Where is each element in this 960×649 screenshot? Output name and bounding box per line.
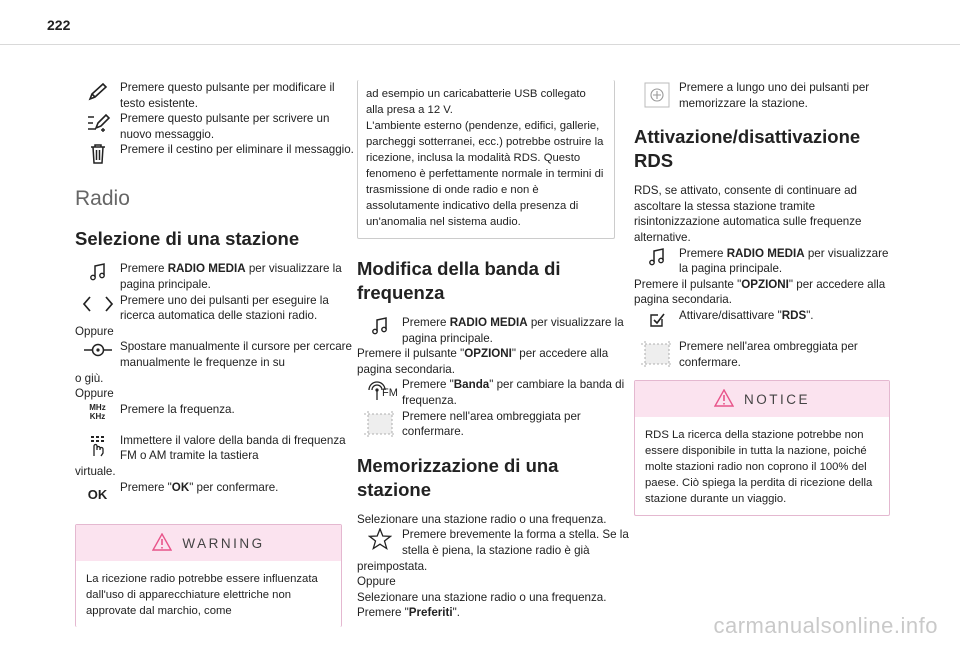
band-switch-step: FM Premere "Banda" per cambiare la banda di frequenza. xyxy=(357,377,637,408)
rds-confirm-step: Premere nell'area ombreggiata per confermare. xyxy=(634,339,890,370)
write-instruction xyxy=(75,111,355,142)
delete-text: Premere il cestino per eliminare il messaggio. xyxy=(120,143,354,157)
long-press-step: Premere a lungo uno dei pulsanti per memorizzare la stazione. xyxy=(634,80,890,111)
ok-step: OK Premere "OK" per confermare. xyxy=(75,480,355,503)
seek-arrows-icon xyxy=(75,293,120,314)
music-note-icon xyxy=(75,261,120,282)
warning-box xyxy=(75,524,342,627)
frequency-unit-icon: MHz KHz xyxy=(89,402,106,421)
ok-icon: OK xyxy=(87,486,108,502)
new-message-icon xyxy=(75,111,120,134)
notice-text: RDS La ricerca della stazione potrebbe non essere disponibile in tutta la nazione, poiché molte stazioni radio non coprono il 100% del paese. Ciò spiega la perdita di ricezione della stazione durante un viaggio. xyxy=(645,429,873,506)
memorize-heading: Memorizzazione di una stazione xyxy=(357,454,559,500)
column-1: Premere questo pulsante per modificare il testo esistente. Premere questo pulsante per scrivere un nuovo messaggio. Premere il cestino per eliminare il messaggio. Radio Selezione di una stazione Premere RADIO MEDIA per visualizzare la pagina principale. Premere uno dei pulsanti per eseguire la ricerca automatica delle stazioni radio. Oppure Spostare manualmente il cursore per cercare manualmente le frequenze in su o giù. Oppure MHz KHz Premere la frequenza. Immettere il valore della banda di frequenza FM o AM tramite la tastiera virtuale. OK Premere "OK" per confermare. WARNING La ricezione radio potrebbe essere influenzata dall'uso di apparecchiature elettriche non approvate dal marchio, come xyxy=(75,80,355,627)
fm-radio-icon: FM xyxy=(357,377,402,402)
column-2: ad esempio un caricabatterie USB collegato alla presa a 12 V. L'ambiente esterno (pendenze, edifici, gallerie, parcheggi sotterranei, ecc.) potrebbe ostruire la ricezione, inclusa la modalità RDS. Questo fenomeno è perfettamente normale in termini di trasmissione di onde radio e non è assolutamente indicativo della presenza di un'anomalia nel sistema audio. Modifica della banda di frequenza Premere RADIO MEDIA per visualizzare la pagina principale. Premere il pulsante "OPZIONI" per accedere alla pagina secondaria. FM Premere "Banda" per cambiare la banda di frequenza. Premere nell'area ombreggiata per confermare. Memorizzazione di una stazione Selezionare una stazione radio o una frequenza. Premere brevemente la forma a stella. Se la stella è piena, la stazione radio è già preimpostata. Oppure Selezionare una stazione radio o una frequenza. Premere "Preferiti". xyxy=(357,80,637,621)
oppure-1: Oppure xyxy=(75,324,114,338)
delete-instruction xyxy=(75,142,355,165)
tuning-cursor-icon xyxy=(75,339,120,360)
select-station-heading: Selezione di una stazione xyxy=(75,228,300,250)
shaded-area-icon xyxy=(634,339,679,368)
notice-box xyxy=(634,380,890,516)
warning-continuation xyxy=(357,80,615,239)
notice-title: NOTICE xyxy=(743,391,810,407)
write-text: Premere questo pulsante per scrivere un nuovo messaggio. xyxy=(120,112,330,141)
edit-text: Premere questo pulsante per modificare il testo esistente. xyxy=(120,81,335,110)
star-step: Premere brevemente la forma a stella. Se la stella è piena, la stazione radio è già xyxy=(357,527,637,558)
header-divider xyxy=(0,44,960,45)
pencil-icon xyxy=(75,80,120,103)
rds-toggle-step: Attivare/disattivare "RDS". xyxy=(634,308,890,331)
page-number: 222 xyxy=(47,17,71,33)
checkbox-icon xyxy=(634,308,679,331)
edit-instruction xyxy=(75,80,355,111)
radio-heading: Radio xyxy=(75,187,130,211)
rds-radio-media-step: Premere RADIO MEDIA per visualizzare la pagina principale. xyxy=(634,246,890,277)
band-heading: Modifica della banda di frequenza xyxy=(357,258,561,303)
warning-triangle-icon xyxy=(152,533,172,554)
band-radio-media-step: Premere RADIO MEDIA per visualizzare la pagina principale. xyxy=(357,315,637,346)
warning-continued-text: ad esempio un caricabatterie USB collegato alla presa a 12 V. L'ambiente esterno (pendenze, edifici, gallerie, parcheggi sotterranei, ecc.) potrebbe ostruire la ricezione, inclusa la modalità RDS. Questo fenomeno è perfettamente normale in termini di trasmissione di onde radio e non è assolutamente indicativo della presenza di un'anomalia nel sistema audio. xyxy=(366,88,604,228)
shaded-area-icon xyxy=(357,409,402,438)
preset-button-icon xyxy=(634,80,679,109)
music-note-icon xyxy=(357,315,402,336)
trash-icon xyxy=(75,142,120,165)
keypad-icon xyxy=(75,433,120,458)
warning-text: La ricezione radio potrebbe essere influenzata dall'uso di apparecchiature elettriche non approvate dal marchio, come xyxy=(86,573,318,618)
keyboard-step: Immettere il valore della banda di frequenza FM o AM tramite la tastiera xyxy=(75,433,355,464)
star-icon xyxy=(357,527,402,550)
notice-triangle-icon xyxy=(714,389,734,410)
column-3: Premere a lungo uno dei pulsanti per memorizzare la stazione. Attivazione/disattivazione RDS RDS, se attivato, consente di continuare ad ascoltare la stessa stazione tramite risintonizzazione automatica sulle frequenze alternative. Premere RADIO MEDIA per visualizzare la pagina principale. Premere il pulsante "OPZIONI" per accedere alla pagina secondaria. Attivare/disattivare "RDS". Premere nell'area ombreggiata per confermare. NOTICE RDS La ricerca della stazione potrebbe non essere disponibile in tutta la nazione, poiché molte stazioni radio non coprono il 100% del paese. Ciò spiega la perdita di ricezione della stazione durante un viaggio. xyxy=(634,80,890,516)
band-confirm-step: Premere nell'area ombreggiata per confermare. xyxy=(357,409,637,440)
oppure-2: Oppure xyxy=(75,387,114,401)
warning-title: WARNING xyxy=(182,535,265,551)
rds-heading: Attivazione/disattivazione RDS xyxy=(634,126,861,172)
music-note-icon xyxy=(634,246,679,267)
frequency-step: MHz KHz Premere la frequenza. xyxy=(75,402,355,421)
cursor-step: Spostare manualmente il cursore per cercare manualmente le frequenze in su xyxy=(75,339,355,370)
radio-media-step: Premere RADIO MEDIA per visualizzare la pagina principale. xyxy=(75,261,355,292)
watermark: carmanualsonline.info xyxy=(713,613,938,638)
seek-step: Premere uno dei pulsanti per eseguire la ricerca automatica delle stazioni radio. xyxy=(75,293,355,324)
